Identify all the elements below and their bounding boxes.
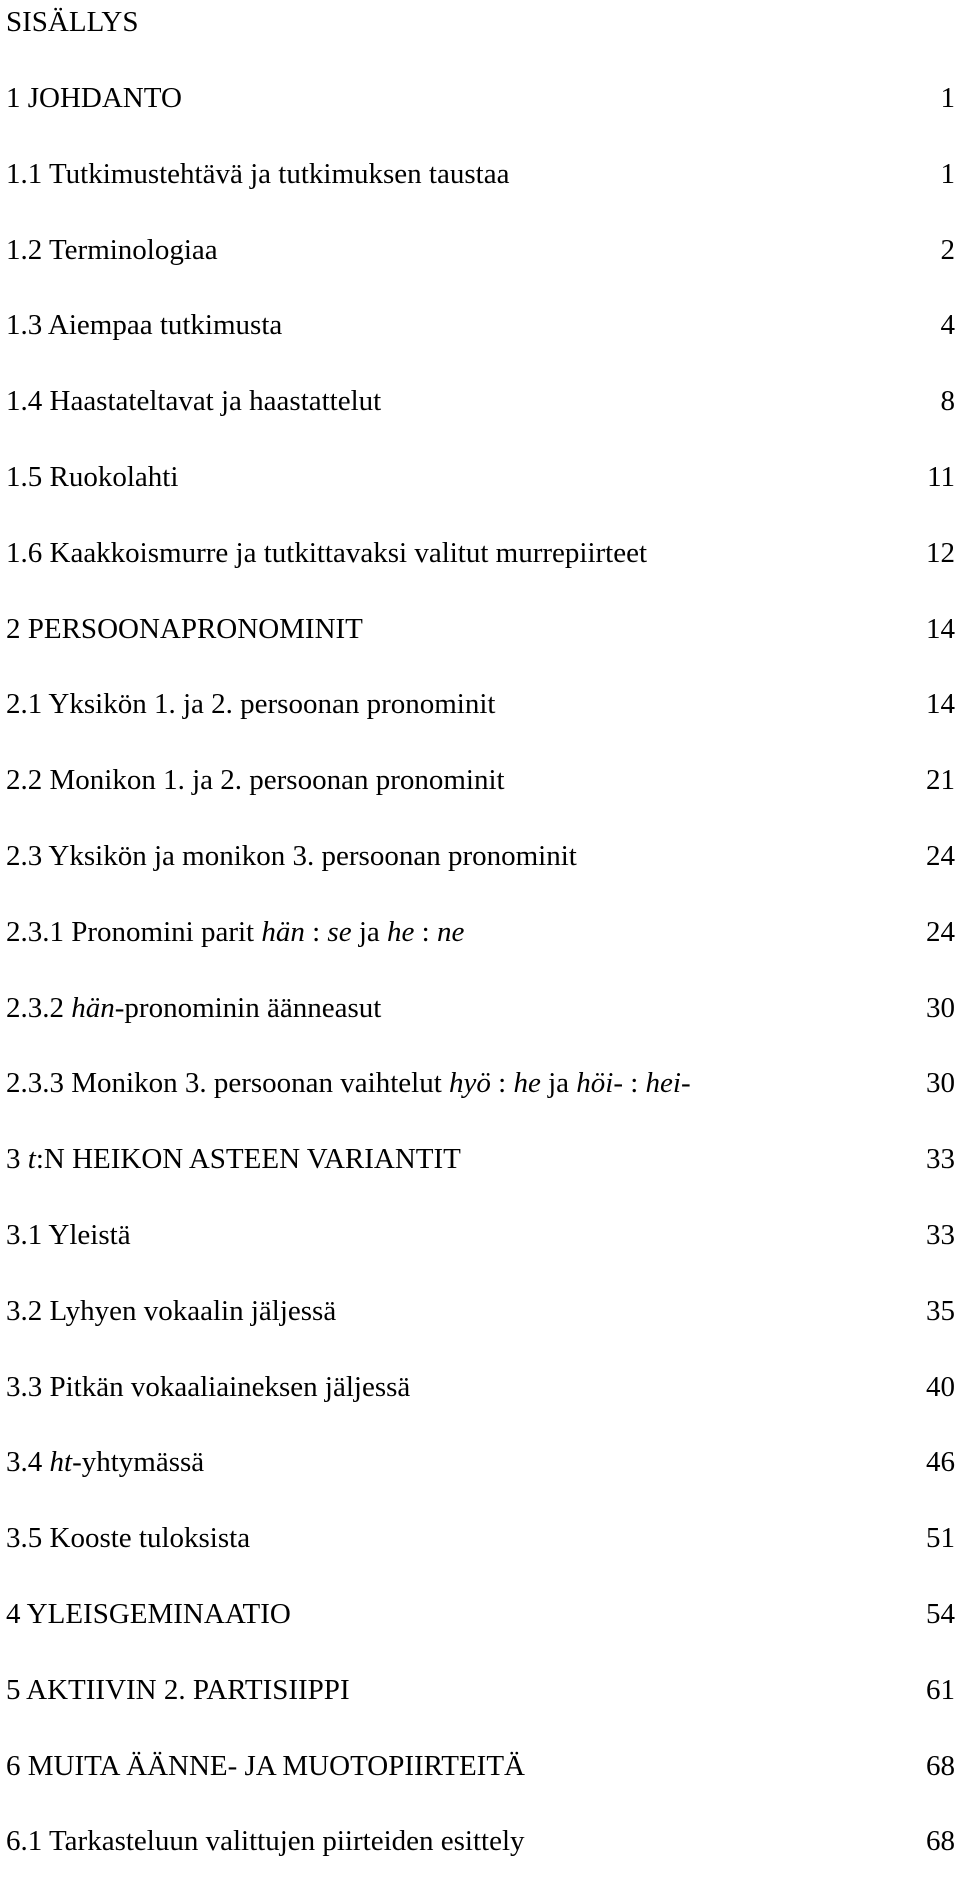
toc-entry <box>6 1670 958 1746</box>
toc-entry-title-text: : <box>622 1067 646 1100</box>
toc-entry <box>6 381 958 457</box>
toc-entry-page-number: 54 <box>926 1597 955 1630</box>
toc-entry-title-italic: höi- <box>576 1067 623 1100</box>
toc-entry <box>6 457 958 533</box>
toc-entry-title-text: 3.2 Lyhyen vokaalin jäljessä <box>6 1294 337 1327</box>
toc-entry <box>6 78 958 154</box>
toc-entry-title <box>6 1821 525 1861</box>
toc-entry-title <box>6 381 381 421</box>
toc-entry-title <box>6 1518 250 1558</box>
toc-entry-page-number: 30 <box>926 991 955 1024</box>
toc-entry-title <box>6 230 218 270</box>
toc-entry-title-italic: hyö <box>449 1067 491 1100</box>
toc-entry <box>6 533 958 609</box>
toc-list <box>6 78 958 1897</box>
toc-entry-title <box>6 1139 461 1179</box>
toc-entry-title-text: 2.1 Yksikön 1. ja 2. persoonan pronominit <box>6 688 496 721</box>
toc-entry-title <box>6 912 464 952</box>
toc-entry-page-number: 24 <box>926 839 955 872</box>
toc-entry-title-text: 1.4 Haastateltavat ja haastattelut <box>6 385 382 418</box>
toc-entry-title-italic: he <box>387 915 415 948</box>
toc-entry <box>6 230 958 306</box>
toc-entry-page-number: 40 <box>926 1370 955 1403</box>
toc-entry <box>6 684 958 760</box>
toc-entry <box>6 1821 958 1897</box>
toc-entry-page-number: 14 <box>926 688 955 721</box>
toc-entry-title-text: 3.5 Kooste tuloksista <box>6 1522 251 1555</box>
toc-entry <box>6 1594 958 1670</box>
toc-entry <box>6 912 958 988</box>
toc-entry-page-number: 8 <box>940 385 955 418</box>
toc-entry <box>6 1063 958 1139</box>
toc-entry-title-text: 3.3 Pitkän vokaaliaineksen jäljessä <box>6 1370 411 1403</box>
toc-entry-page-number: 1 <box>940 82 955 114</box>
toc-entry-page-number: 61 <box>926 1673 955 1706</box>
toc-entry-title-text: 2.2 Monikon 1. ja 2. persoonan pronominit <box>6 764 505 797</box>
toc-entry-page-number: 33 <box>926 1218 955 1251</box>
toc-entry-title-text: 3 <box>6 1143 28 1176</box>
toc-entry-title <box>6 684 495 724</box>
toc-entry-title-text: ja <box>540 1067 577 1100</box>
toc-entry <box>6 1442 958 1518</box>
toc-entry-title-italic: ne <box>436 915 465 948</box>
toc-entry-page-number: 68 <box>926 1749 955 1782</box>
toc-entry-title-text: 6.1 Tarkasteluun valittujen piirteiden esittely <box>6 1825 525 1858</box>
toc-entry <box>6 305 958 381</box>
toc-entry-page-number: 24 <box>926 915 955 948</box>
toc-entry-title-text: 2 PERSOONAPRONOMINIT <box>6 612 363 645</box>
toc-entry-title <box>6 609 363 649</box>
toc-entry <box>6 609 958 685</box>
toc-entry-page-number: 33 <box>926 1143 955 1176</box>
toc-entry-page-number: 21 <box>926 764 955 797</box>
toc-entry-title <box>6 1670 350 1710</box>
toc-entry-page-number: 2 <box>940 233 955 266</box>
toc-entry-title <box>6 1063 691 1103</box>
toc-entry-page-number: 4 <box>940 309 955 342</box>
toc-entry-title-text: -pronominin äänneasut <box>114 991 382 1024</box>
toc-entry-title <box>6 305 282 345</box>
toc-entry-title-italic: ht <box>49 1446 73 1479</box>
toc-heading: SISÄLLYS <box>6 6 139 38</box>
toc-entry-title-text: ja <box>351 915 388 948</box>
toc-entry <box>6 760 958 836</box>
toc-entry-title-text: 1.3 Aiempaa tutkimusta <box>6 309 283 342</box>
toc-entry-title-text: 5 AKTIIVIN 2. PARTISIIPPI <box>6 1673 350 1706</box>
toc-entry-title-text: 2.3.3 Monikon 3. persoonan vaihtelut <box>6 1067 450 1100</box>
toc-entry-title-italic: se <box>327 915 352 948</box>
toc-entry-title-text: 1.6 Kaakkoismurre ja tutkittavaksi valitut murrepiirteet <box>6 536 648 569</box>
toc-entry <box>6 1367 958 1443</box>
toc-entry-title <box>6 760 505 800</box>
toc-entry-page-number: 51 <box>926 1522 955 1555</box>
toc-entry <box>6 1746 958 1822</box>
toc-entry-title <box>6 988 381 1028</box>
toc-entry-page-number: 1 <box>940 157 955 190</box>
toc-entry <box>6 988 958 1064</box>
toc-entry-title-text: -yhtymässä <box>72 1446 205 1479</box>
toc-entry-title-italic: hän <box>261 915 305 948</box>
toc-entry-title <box>6 457 178 497</box>
toc-entry-title-italic: t <box>27 1143 36 1176</box>
toc-entry-title <box>6 1746 525 1786</box>
toc-entry-title-text: : <box>414 915 437 948</box>
toc-entry-title <box>6 78 182 118</box>
toc-entry <box>6 1518 958 1594</box>
toc-entry-page-number: 35 <box>926 1294 955 1327</box>
toc-entry-title-text: 2.3.2 <box>6 991 72 1024</box>
toc-entry-title-italic: hän <box>71 991 115 1024</box>
toc-entry <box>6 1291 958 1367</box>
toc-entry-title-text: 4 YLEISGEMINAATIO <box>6 1597 291 1630</box>
toc-entry-page-number: 46 <box>926 1446 955 1479</box>
toc-entry-title <box>6 533 647 573</box>
toc-entry-title <box>6 154 509 194</box>
toc-entry-page-number: 11 <box>927 460 955 493</box>
toc-entry <box>6 154 958 230</box>
toc-entry-page-number: 30 <box>926 1067 955 1100</box>
toc-entry-title-text: 1.2 Terminologiaa <box>6 233 218 266</box>
toc-entry-page-number: 14 <box>926 612 955 645</box>
toc-entry-title-italic: he <box>513 1067 541 1100</box>
toc-entry-page-number: 12 <box>926 536 955 569</box>
toc-entry-title-text: 2.3.1 Pronomini parit <box>6 915 262 948</box>
toc-entry <box>6 836 958 912</box>
toc-entry <box>6 1215 958 1291</box>
toc-entry-title <box>6 1367 410 1407</box>
toc-entry-page-number: 68 <box>926 1825 955 1858</box>
toc-entry-title-text: 6 MUITA ÄÄNNE- JA MUOTOPIIRTEITÄ <box>6 1749 525 1782</box>
toc-entry-title <box>6 1291 336 1331</box>
toc-entry-title-text: :N HEIKON ASTEEN VARIANTIT <box>35 1143 461 1176</box>
toc-entry-title-text: : <box>304 915 328 948</box>
toc-entry-title-text: 2.3 Yksikön ja monikon 3. persoonan pronominit <box>6 839 577 872</box>
toc-entry-title <box>6 836 577 876</box>
toc-entry-title <box>6 1442 204 1482</box>
toc-entry-title-text: 1 JOHDANTO <box>6 82 182 114</box>
toc-entry-title-text: 1.1 Tutkimustehtävä ja tutkimuksen taustaa <box>6 157 510 190</box>
toc-entry-title-text: 3.4 <box>6 1446 50 1479</box>
toc-entry-title-text: 3.1 Yleistä <box>6 1218 131 1251</box>
toc-entry-title <box>6 1594 291 1634</box>
toc-entry-title-italic: hei- <box>645 1067 691 1100</box>
toc-entry-title-text: 1.5 Ruokolahti <box>6 460 179 493</box>
toc-entry-title <box>6 1215 131 1255</box>
toc-entry <box>6 1139 958 1215</box>
toc-entry-title-text: : <box>490 1067 514 1100</box>
